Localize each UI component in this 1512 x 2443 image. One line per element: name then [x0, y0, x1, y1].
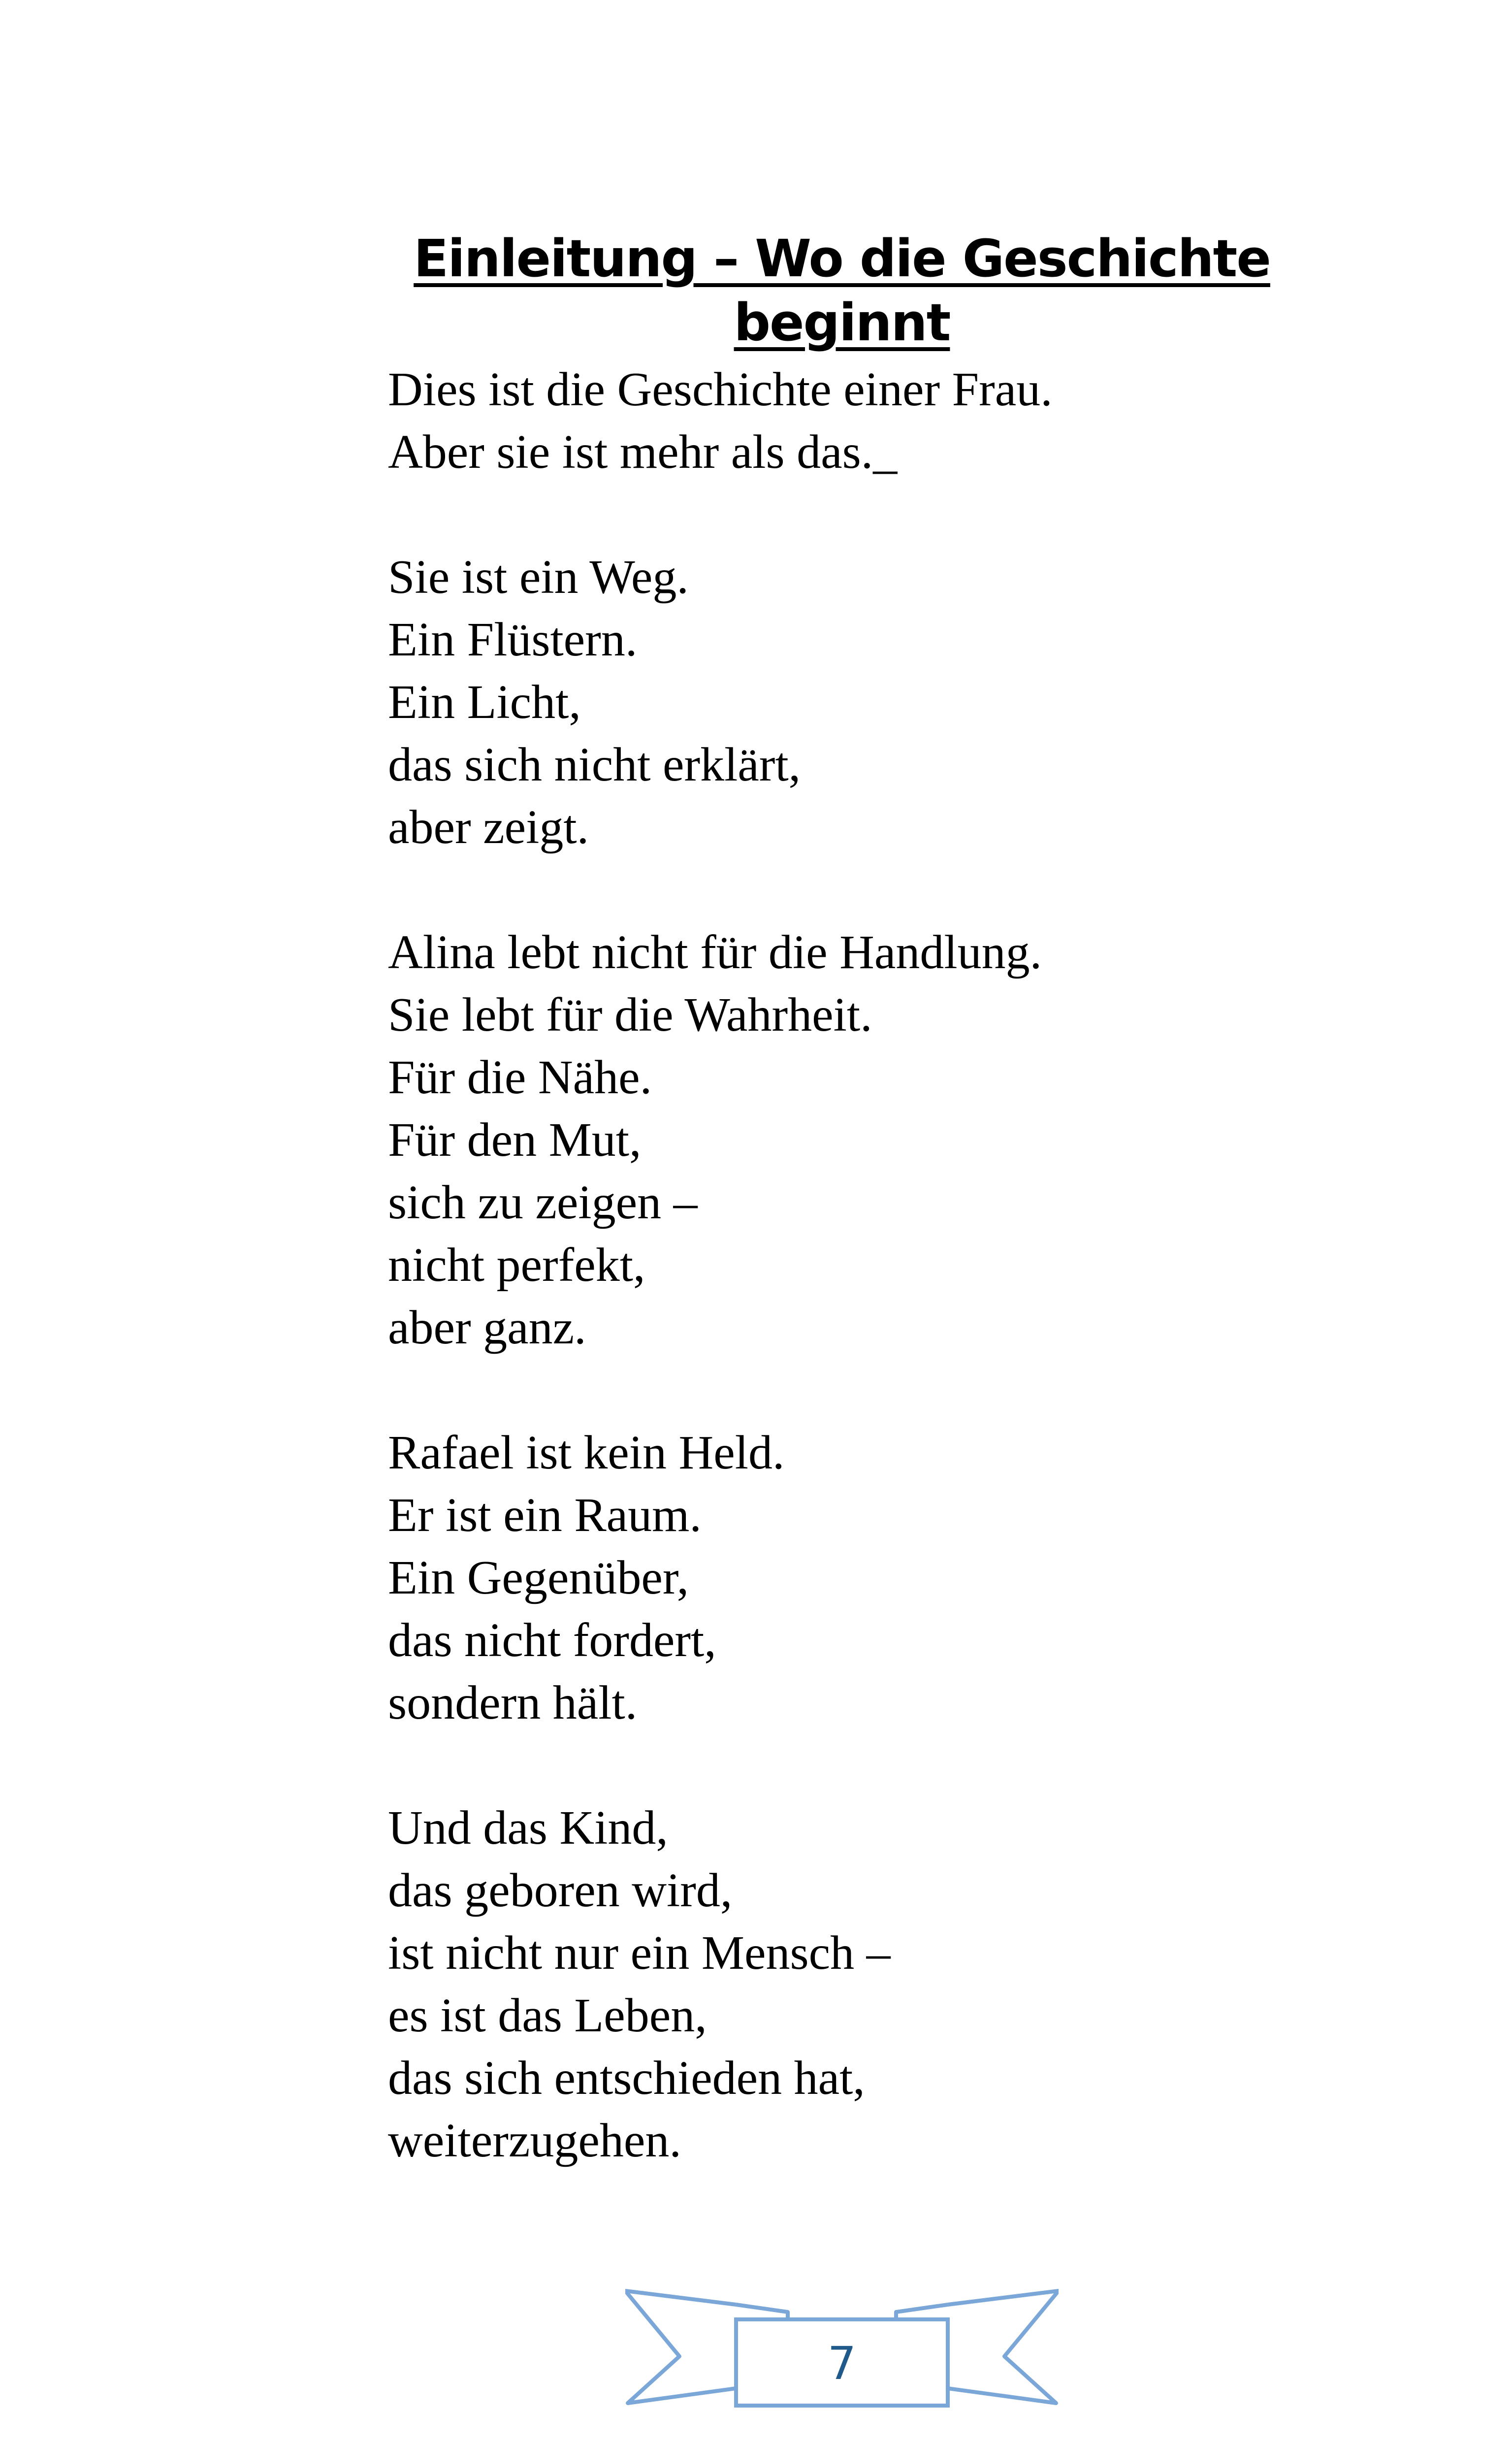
- poem-line: Sie lebt für die Wahrheit.: [388, 988, 872, 1042]
- poem-line: Für den Mut,: [388, 1113, 642, 1167]
- stanza-3: [388, 921, 1373, 1359]
- poem-line: ist nicht nur ein Mensch –: [388, 1926, 891, 1980]
- poem-line: das sich entschieden hat,: [388, 2052, 865, 2105]
- poem-line: aber ganz.: [388, 1301, 586, 1354]
- poem-line: Und das Kind,: [388, 1801, 668, 1855]
- poem-line: Dies ist die Geschichte einer Frau.: [388, 363, 1053, 416]
- poem-line: aber zeigt.: [388, 801, 589, 854]
- page-number: 7: [827, 2337, 857, 2390]
- stanza-5: [388, 1797, 1373, 2172]
- poem-line: Aber sie ist mehr als das._: [388, 425, 898, 479]
- stanza-1: [388, 358, 1373, 484]
- chapter-title: Einleitung – Wo die Geschichte beginnt: [414, 228, 1270, 353]
- poem-line: Für die Nähe.: [388, 1051, 652, 1104]
- poem-line: es ist das Leben,: [388, 1989, 707, 2042]
- poem-line: Ein Flüstern.: [388, 613, 638, 666]
- poem-line: Alina lebt nicht für die Handlung.: [388, 926, 1042, 979]
- poem-line: sondern hält.: [388, 1676, 638, 1729]
- stanza-4: [388, 1422, 1373, 1734]
- poem-line: das nicht fordert,: [388, 1614, 716, 1667]
- poem-line: das geboren wird,: [388, 1864, 733, 1917]
- poem-line: Ein Gegenüber,: [388, 1551, 689, 1604]
- poem-line: Er ist ein Raum.: [388, 1489, 702, 1542]
- poem-line: Sie ist ein Weg.: [388, 551, 689, 604]
- poem-line: das sich nicht erklärt,: [388, 738, 801, 791]
- stanza-2: [388, 546, 1373, 859]
- poem-line: Ein Licht,: [388, 676, 581, 729]
- poem-line: nicht perfekt,: [388, 1238, 645, 1292]
- poem-line: Rafael ist kein Held.: [388, 1426, 785, 1479]
- poem-line: weiterzugehen.: [388, 2114, 681, 2167]
- poem-body: [388, 358, 1373, 2235]
- poem-line: sich zu zeigen –: [388, 1176, 698, 1229]
